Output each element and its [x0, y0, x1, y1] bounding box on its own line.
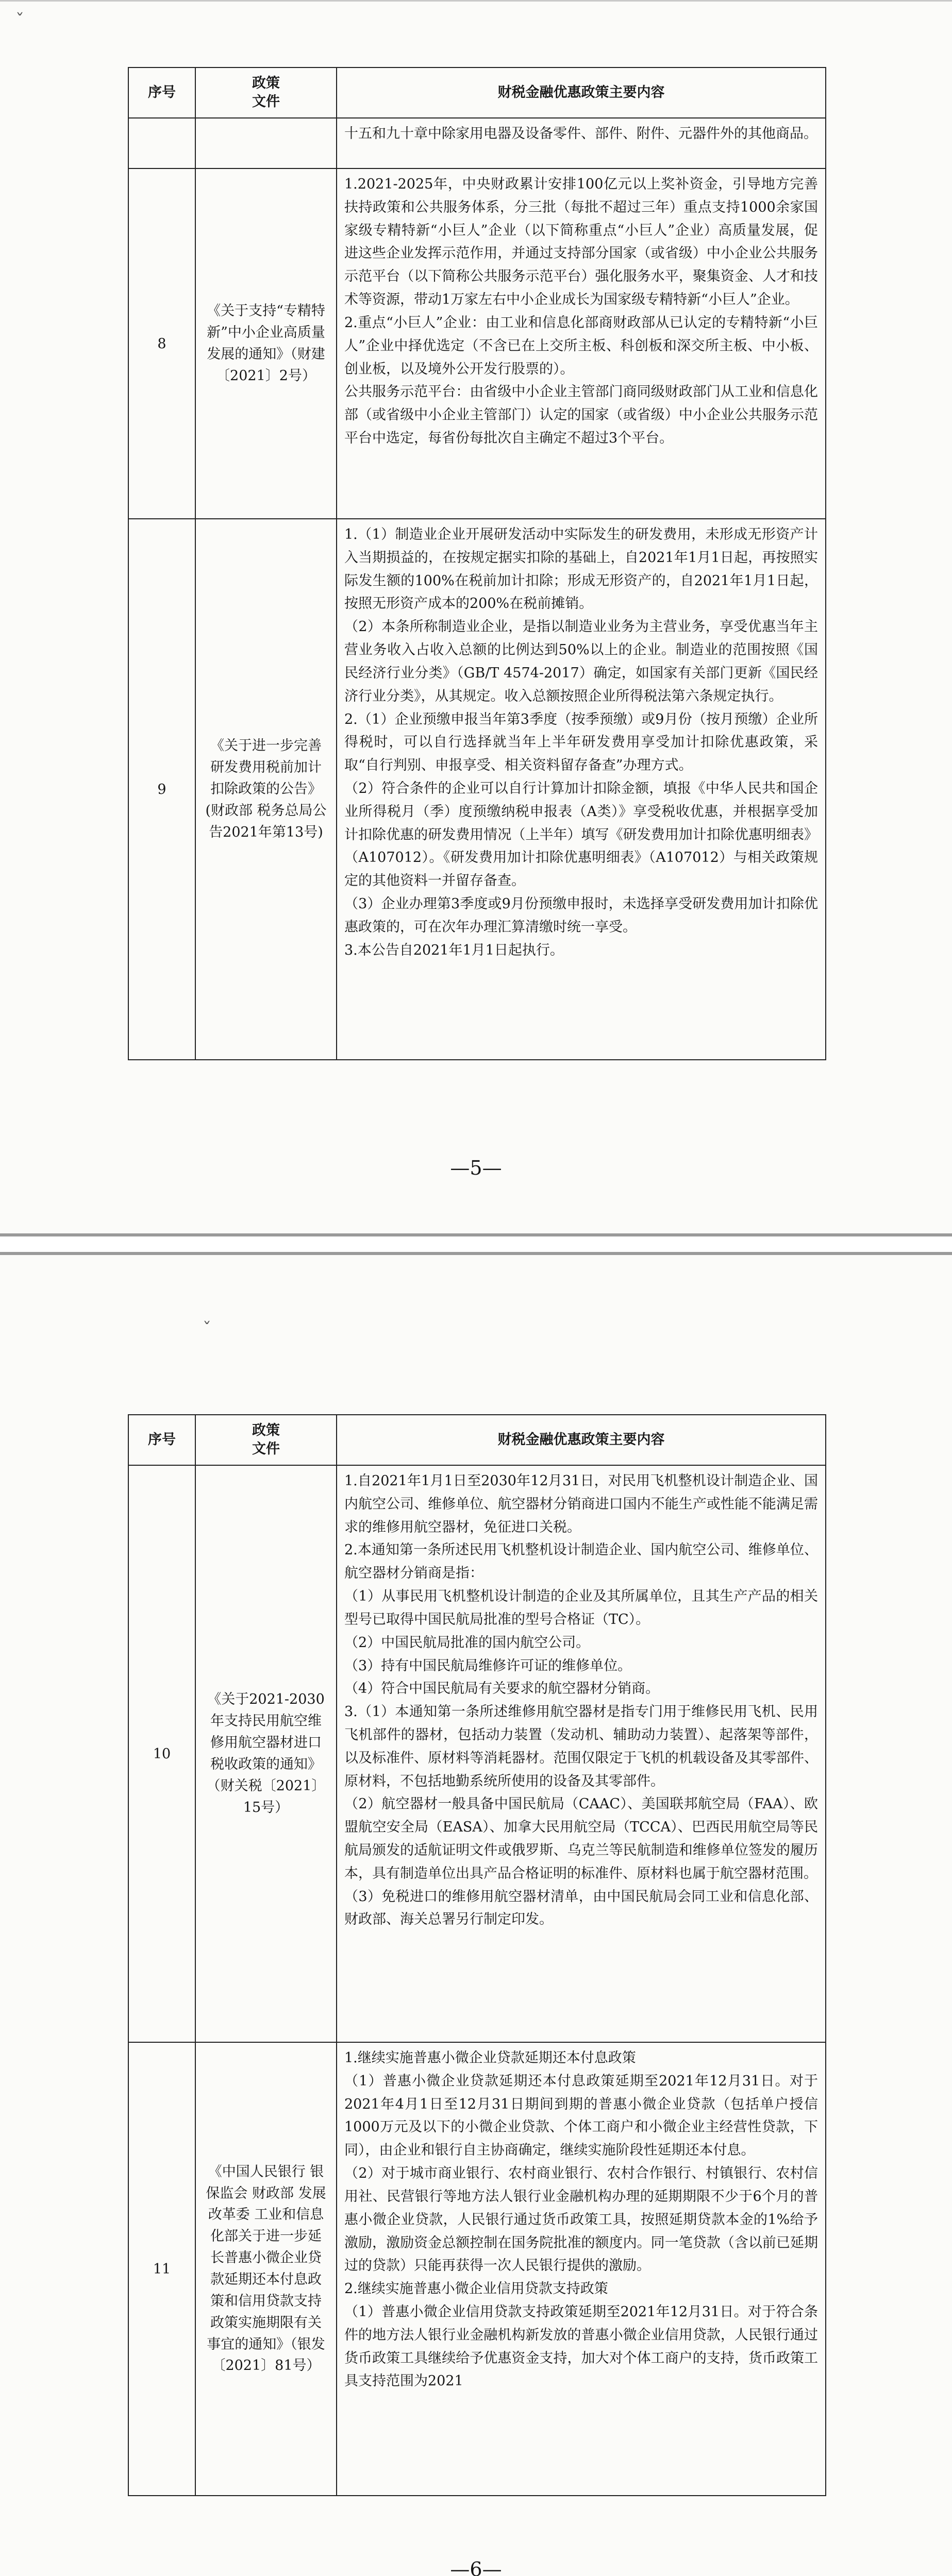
scan-mark: ˇ — [203, 1319, 211, 1340]
content-paragraph: 2.重点“小巨人”企业：由工业和信息化部商财政部从已认定的专精特新“小巨人”企业中择优选定（不含已在上交所主板、科创板和深交所主板、中小板、创业板，以及境外公开发行股票的）。 — [344, 314, 818, 377]
header-col-no: 序号 — [128, 1415, 195, 1465]
cell-no — [128, 118, 195, 168]
content-paragraph: （2）符合条件的企业可以自行计算加计扣除金额，填报《中华人民共和国企业所得税月（季）度预缴纳税申报表（A类）》享受税收优惠，并根据享受加计扣除优惠的研发费用情况（上半年）填写《研发费用加计扣除优惠明细表》（A107012）。《研发费用加计扣除优惠明细表》（A107012）与相关政策规定的其他资料一并留存备查。 — [344, 780, 818, 889]
document-page-5 — [0, 0, 952, 1236]
policy-document-title: 《关于支持“专精特新”中小企业高质量发展的通知》（财建〔2021〕2号） — [195, 168, 337, 519]
table-row-continued — [128, 118, 826, 168]
row-number: 9 — [128, 519, 195, 1060]
content-paragraph: （2）中国民航局批准的国内航空公司。 — [344, 1634, 590, 1651]
scan-mark: ˇ — [15, 10, 24, 31]
policy-content — [337, 519, 826, 1060]
page-number: —6— — [450, 2558, 502, 2576]
header-col-doc — [195, 1415, 337, 1465]
scan-border-top — [0, 0, 952, 2]
policy-content — [337, 1465, 826, 2042]
content-paragraph: （2）对于城市商业银行、农村商业银行、农村合作银行、村镇银行、农村信用社、民营银行等地方法人银行业金融机构办理的延期期限不少于6个月的普惠小微企业贷款，人民银行通过货币政策工具，按照延期贷款本金的1%给予激励，激励资金总额控制在国务院批准的额度内。同一笔贷款（含以前已延期过的贷款）只能再获得一次人民银行提供的激励。 — [344, 2165, 818, 2274]
content-paragraph: 2.本通知第一条所述民用飞机整机设计制造企业、国内航空公司、维修单位、航空器材分销商是指： — [344, 1542, 818, 1582]
policy-document-title: 《关于2021-2030年支持民用航空维修用航空器材进口税收政策的通知》（财关税〔2021〕15号） — [195, 1465, 337, 2042]
row-number: 10 — [128, 1465, 195, 2042]
cell-doc — [195, 118, 337, 168]
policy-table-page6 — [128, 1414, 826, 2496]
content-paragraph: （4）符合中国民航局有关要求的航空器材分销商。 — [344, 1681, 660, 1697]
header-col-doc — [195, 67, 337, 118]
content-paragraph: （1）普惠小微企业贷款延期还本付息政策延期至2021年12月31日。对于2021年4月1日至12月31日期间到期的普惠小微企业贷款（包括单户授信1000万元及以下的小微企业贷款、个体工商户和小微企业主经营性贷款，下同），由企业和银行自主协商确定，继续实施阶段性延期还本付息。 — [344, 2073, 818, 2159]
document-page-6 — [0, 1252, 952, 2576]
content-paragraph: 2.继续实施普惠小微企业信用贷款支持政策 — [344, 2281, 608, 2297]
table-row-8 — [128, 168, 826, 519]
content-paragraph: （2）航空器材一般具备中国民航局（CAAC）、美国联邦航空局（FAA）、欧盟航空安全局（EASA）、加拿大民用航空局（TCCA）、巴西民用航空局等民航局颁发的适航证明文件或俄罗斯、乌克兰等民航制造和维修单位签发的履历本，具有制造单位出具产品合格证明的标准件、原材料也属于航空器材范围。 — [344, 1796, 818, 1882]
policy-document-title: 《关于进一步完善研发费用税前加计扣除政策的公告》(财政部 税务总局公告2021年第13号) — [195, 519, 337, 1060]
content-paragraph: （1）从事民用飞机整机设计制造的企业及其所属单位，且其生产产品的相关型号已取得中国民航局批准的型号合格证（TC）。 — [344, 1588, 818, 1628]
content-paragraph: 3.（1）本通知第一条所述维修用航空器材是指专门用于维修民用飞机、民用飞机部件的器材，包括动力装置（发动机、辅助动力装置）、起落架等部件，以及标准件、原材料等消耗器材。范围仅限定于飞机的机载设备及其零部件、原材料，不包括地勤系统所使用的设备及其零部件。 — [344, 1704, 818, 1789]
header-col-doc-line1: 政策 — [252, 75, 280, 91]
content-paragraph: 1.（1）制造业企业开展研发活动中实际发生的研发费用，未形成无形资产计入当期损益的，在按规定据实扣除的基础上，自2021年1月1日起，再按照实际发生额的100%在税前加计扣除；形成无形资产的，自2021年1月1日起，按照无形资产成本的200%在税前摊销。 — [344, 527, 818, 612]
content-paragraph: 1.2021-2025年，中央财政累计安排100亿元以上奖补资金，引导地方完善扶持政策和公共服务体系，分三批（每批不超过三年）重点支持1000余家国家级专精特新“小巨人”企业（以下简称重点“小巨人”企业）高质量发展，促进这些企业发挥示范作用，并通过支持部分国家（或省级）中小企业公共服务示范平台（以下简称公共服务示范平台）强化服务水平，聚集资金、人才和技术等资源，带动1万家左右中小企业成长为国家级专精特新“小巨人”企业。 — [344, 176, 818, 308]
table-header-row — [128, 67, 826, 118]
page-gap — [0, 1236, 952, 1252]
header-col-content: 财税金融优惠政策主要内容 — [337, 1415, 826, 1465]
content-paragraph: （3）持有中国民航局维修许可证的维修单位。 — [344, 1657, 632, 1674]
header-col-doc-line2: 文件 — [252, 94, 280, 110]
content-paragraph: （3）企业办理第3季度或9月份预缴申报时，未选择享受研发费用加计扣除优惠政策的，可在次年办理汇算清缴时统一享受。 — [344, 896, 818, 935]
table-row-9 — [128, 519, 826, 1060]
policy-content — [337, 2042, 826, 2496]
header-col-doc-line1: 政策 — [252, 1422, 280, 1438]
content-paragraph: （2）本条所称制造业企业，是指以制造业业务为主营业务，享受优惠当年主营业务收入占收入总额的比例达到50%以上的企业。制造业的范围按照《国民经济行业分类》（GB/T 4574-2017）确定，如国家有关部门更新《国民经济行业分类》，从其规定。收入总额按照企业所得税法第六条规定执行。 — [344, 619, 818, 704]
table-row-11 — [128, 2042, 826, 2496]
table-row-10 — [128, 1465, 826, 2042]
content-paragraph: 1.自2021年1月1日至2030年12月31日，对民用飞机整机设计制造企业、国内航空公司、维修单位、航空器材分销商进口国内不能生产或性能不能满足需求的维修用航空器材，免征进口关税。 — [344, 1473, 818, 1535]
cell-content — [337, 118, 826, 168]
policy-document-title: 《中国人民银行 银保监会 财政部 发展改革委 工业和信息化部关于进一步延长普惠小微企业贷款延期还本付息政策和信用贷款支持政策实施期限有关事宜的通知》（银发〔2021〕81号） — [195, 2042, 337, 2496]
content-paragraph: 2.（1）企业预缴申报当年第3季度（按季预缴）或9月份（按月预缴）企业所得税时，可以自行选择就当年上半年研发费用享受加计扣除优惠政策，采取“自行判别、申报享受、相关资料留存备查”办理方式。 — [344, 711, 818, 774]
row-number: 8 — [128, 168, 195, 519]
content-paragraph: （3）免税进口的维修用航空器材清单，由中国民航局会同工业和信息化部、财政部、海关总署另行制定印发。 — [344, 1888, 818, 1928]
content-paragraph: 3.本公告自2021年1月1日起执行。 — [344, 942, 564, 958]
page-number: —5— — [450, 1157, 502, 1179]
header-col-content: 财税金融优惠政策主要内容 — [337, 67, 826, 118]
policy-content — [337, 168, 826, 519]
table-header-row — [128, 1415, 826, 1465]
header-col-doc-line2: 文件 — [252, 1441, 280, 1457]
content-paragraph: 公共服务示范平台：由省级中小企业主管部门商同级财政部门从工业和信息化部（或省级中小企业主管部门）认定的国家（或省级）中小企业公共服务示范平台中选定，每省份每批次自主确定不超过3个平台。 — [344, 384, 818, 446]
content-paragraph: 十五和九十章中除家用电器及设备零件、部件、附件、元器件外的其他商品。 — [344, 126, 817, 142]
scan-border-top — [0, 1252, 952, 1255]
content-paragraph: 1.继续实施普惠小微企业贷款延期还本付息政策 — [344, 2050, 636, 2066]
policy-table-page5 — [128, 67, 826, 1060]
header-col-no: 序号 — [128, 67, 195, 118]
content-paragraph: （1）普惠小微企业信用贷款支持政策延期至2021年12月31日。对于符合条件的地方法人银行业金融机构新发放的普惠小微企业信用贷款，人民银行通过货币政策工具继续给予优惠资金支持，加大对个体工商户的支持，货币政策工具支持范围为2021 — [344, 2303, 818, 2389]
row-number: 11 — [128, 2042, 195, 2496]
